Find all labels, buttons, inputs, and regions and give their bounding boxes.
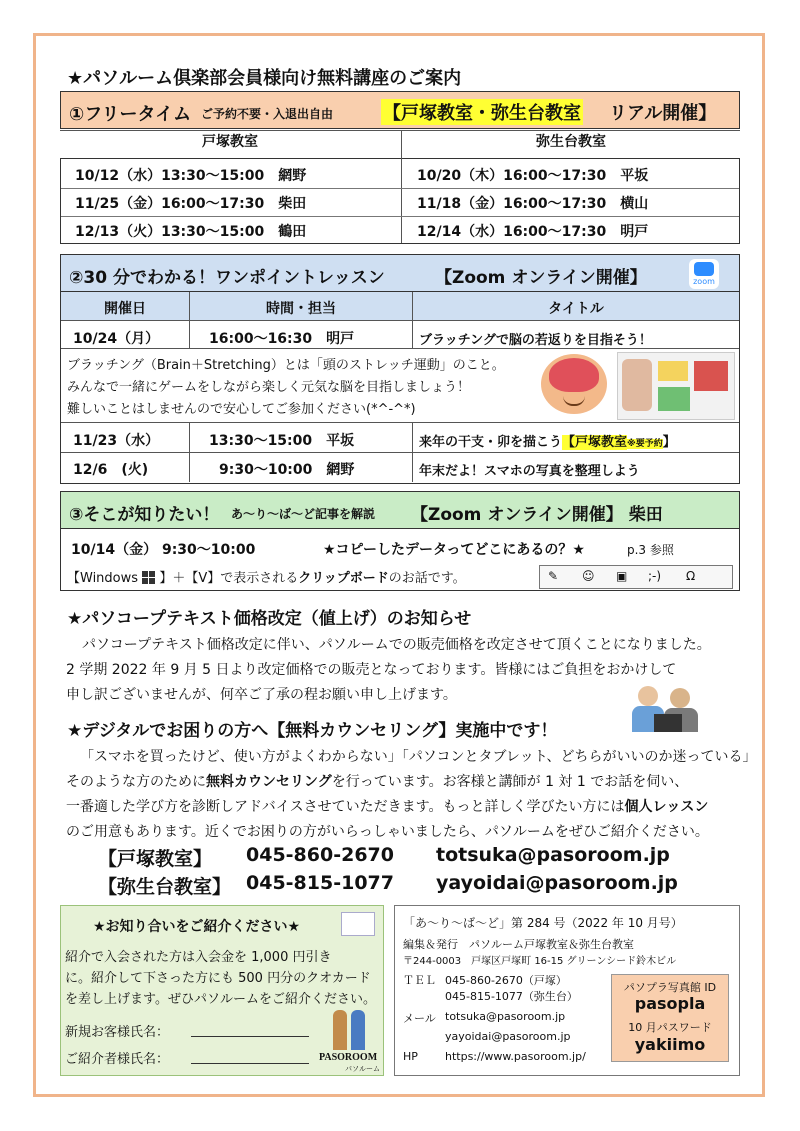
emoji-icon: ☺ [582, 569, 595, 583]
brain-icon [549, 358, 599, 392]
sec2-tag: 【Zoom オンライン開催】 [435, 268, 647, 288]
sec3-desc-d: のお話です。 [388, 571, 466, 586]
intro-l1: 紹介で入会された方は入会金を 1,000 円引き [65, 950, 332, 965]
sec2-colhead [61, 292, 739, 321]
counsel-p3b: 個人レッスン [624, 799, 709, 815]
sec1-row2-left: 11/25（金）16:00～17:30 柴田 [75, 196, 307, 212]
sec2-row1-title: ブラッチングで脳の若返りを目指そう！ [419, 333, 652, 348]
intro-title: ★お知り合いをご紹介ください★ [93, 919, 301, 935]
colophon-tel-label: ＴＥＬ [403, 974, 436, 987]
smile-shape [563, 396, 585, 406]
sec3-date: 10/14（金） 9:30～10:00 [71, 542, 256, 558]
sec2-header [60, 254, 740, 292]
sec3-desc-a: 【Windows [67, 571, 139, 586]
sec3-sub: あ～り～ば～ど記事を解説 [231, 507, 376, 521]
person2-head-icon [670, 688, 690, 708]
sec3-ref: p.3 参照 [627, 543, 674, 557]
contact-totsuka-name: 【戸塚教室】 [98, 848, 213, 870]
windows-icon [142, 571, 155, 584]
sec2-rule3 [61, 452, 739, 453]
sec2-rule1 [61, 348, 739, 349]
sec3-title: ③そこが知りたい！ [69, 505, 220, 525]
colophon-hp[interactable]: https://www.pasoroom.jp/ [445, 1050, 586, 1063]
intro-ref-label: ご紹介者様氏名： [65, 1052, 170, 1067]
sec2-row2-tag-small: ※要予約 [627, 439, 663, 449]
colophon-issue: 「あ～り～ば～ど」第 284 号（2022 年 10 月号） [403, 916, 683, 930]
intro-l2: に。紹介して下さった方にも 500 円分のクオカード [65, 971, 371, 986]
sec3-desc-b: 】＋【V】で表示される [159, 571, 299, 586]
counseling-illustration [630, 684, 704, 736]
sec2-row2-tag-end: 】 [662, 435, 676, 450]
sec1-divider [401, 131, 402, 243]
sec1-row3-left: 12/13（火）13:30～15:00 鶴田 [75, 224, 307, 240]
sec2-row2-title-wrap [419, 431, 676, 450]
sec2-row2-time: 13:30～15:00 平坂 [209, 433, 355, 449]
person-head-icon [638, 686, 658, 706]
sec2-row2-tag: 【戸塚教室 [562, 435, 628, 450]
sec1-row2-right: 11/18（金）16:00～17:30 横山 [417, 196, 649, 212]
counsel-p1: 「スマホを買ったけど、使い方がよくわからない」「パソコンとタブレット、どちらがいいのか迷っている」 [80, 749, 757, 765]
gif-icon: ▣ [616, 569, 628, 583]
sec1-col-totsuka: 戸塚教室 [202, 134, 258, 150]
sec3-body [60, 529, 740, 591]
sec2-row3-date: 12/6 (火) [73, 462, 149, 478]
card-icon [658, 387, 690, 411]
sec3-desc-c: クリップボード [298, 571, 389, 586]
main-title: ★パソルーム倶楽部会員様向け無料講座のご案内 [67, 68, 462, 89]
sec2-desc1: ブラッチング（Brain＋Stretching）とは「頭のストレッチ運動」のこと。 [67, 358, 505, 373]
shop-icon [694, 361, 728, 391]
contact-yayoi-name: 【弥生台教室】 [98, 876, 232, 898]
sec1-subhead-top [60, 130, 740, 131]
counsel-p2c: を行っています。お客様と講師が 1 対 1 でお話を伺い、 [331, 774, 689, 790]
mascot-person2-icon [351, 1010, 365, 1050]
quo-card-icon [341, 912, 375, 936]
price-title: ★パソコープテキスト価格改定（値上げ）のお知らせ [67, 609, 472, 629]
sec1-title: ①フリータイム [69, 104, 192, 125]
pw-label: 10 月パスワード [628, 1021, 712, 1034]
sec2-row1-vline2 [412, 320, 413, 348]
sec2-row3-time: 9:30～10:00 網野 [219, 462, 355, 478]
intro-new-label: 新規お客様氏名： [65, 1025, 170, 1040]
clipboard-history-icon: ✎ [548, 569, 559, 583]
counsel-p4: のご用意もあります。近くでお困りの方がいらっしゃいましたら、パソルームをぜひご紹介ください。 [66, 824, 709, 840]
sec1-row1-left: 10/12（水）13:30～15:00 網野 [75, 168, 307, 184]
sec1-note: ご予約不要・入退出自由 [201, 107, 334, 121]
intro-box [60, 905, 384, 1076]
zoom-label: zoom [693, 277, 715, 286]
pasoroom-logo-sub: パソルーム [345, 1065, 380, 1073]
sec1-col-yayoi: 弥生台教室 [536, 134, 606, 150]
colophon-mail1[interactable]: totsuka@pasoroom.jp [445, 1010, 566, 1023]
sec2-row2-date: 11/23（水） [73, 433, 160, 449]
sec3-topic: ★コピーしたデータってどこにあるの？★ [323, 542, 585, 558]
pasoroom-logo: PASOROOM [319, 1052, 378, 1063]
sec3-header [60, 491, 740, 529]
price-p1: パソコープテキスト価格改定に伴い、パソルームでの販売価格を改定させて頂くことになりました。 [82, 637, 711, 653]
sec2-row1-vline1 [189, 320, 190, 348]
sec2-desc3: 難しいことはしませんので安心してご参加ください(*^-^*) [67, 402, 416, 417]
ref-name-line[interactable] [191, 1063, 309, 1064]
price-p3: 申し訳ございませんが、何卒ご了承の程お願い申し上げます。 [66, 687, 457, 703]
laptop-icon [654, 714, 682, 732]
sec2-row1-date: 10/24（月） [73, 331, 160, 347]
sec3-desc [67, 567, 466, 586]
sec1-rule1 [61, 188, 739, 189]
contact-yayoi-tel[interactable]: 045-815-1077 [246, 872, 394, 894]
pw-value: yakiimo [634, 1035, 706, 1054]
mascot-person-icon [333, 1010, 347, 1050]
sec2-desc2: みんなで一緒にゲームをしながら楽しく元気な脳を目指しましょう！ [67, 380, 471, 395]
zoom-icon [689, 259, 719, 289]
pasopla-id: pasopla [634, 994, 706, 1013]
sec2-col-title: タイトル [548, 301, 604, 317]
sec2-col-date: 開催日 [104, 301, 146, 317]
person-icon [622, 359, 652, 411]
new-name-line[interactable] [191, 1036, 309, 1037]
sec1-rule2 [61, 216, 739, 217]
symbols-icon: Ω [686, 569, 696, 583]
sec2-row1-time: 16:00～16:30 明戸 [209, 331, 355, 347]
contact-totsuka-tel[interactable]: 045-860-2670 [246, 844, 394, 866]
counsel-p3 [66, 796, 708, 816]
contact-totsuka-mail[interactable]: totsuka@pasoroom.jp [436, 844, 670, 866]
zoom-camera-shape [694, 262, 714, 276]
game-illustration [617, 352, 735, 420]
colophon-mail-label: メール [403, 1012, 436, 1025]
colophon-box [394, 905, 740, 1076]
pasopla-box [611, 974, 729, 1062]
clipboard-toolbar [539, 565, 733, 589]
counsel-p3a: 一番適した学び方を診断しアドバイスさせていただきます。もっと詳しく学びたい方には [66, 799, 625, 815]
sec3-tag: 【Zoom オンライン開催】 柴田 [411, 505, 663, 525]
brain-face-illustration [541, 354, 607, 414]
colophon-tel1: 045-860-2670（戸塚） [445, 974, 567, 987]
sec1-tag: 【戸塚教室・弥生台教室 [381, 99, 583, 125]
counsel-p2b: 無料カウンセリング [206, 774, 332, 790]
sign-icon [658, 361, 688, 381]
counsel-p2a: そのような方のために [66, 774, 206, 790]
price-p2: 2 学期 2022 年 9 月 5 日より改定価格での販売となっております。皆様にはご負担をおかけして [66, 662, 677, 678]
counsel-title: ★デジタルでお困りの方へ【無料カウンセリング】実施中です！ [67, 721, 558, 741]
sec2-col-time: 時間・担当 [266, 301, 336, 317]
counsel-p2 [66, 771, 688, 791]
colophon-address: 〒244-0003 戸塚区戸塚町 16-15 グリーンシード鈴木ビル [403, 956, 677, 967]
colophon-publisher: 編集＆発行 パソルーム戸塚教室＆弥生台教室 [403, 938, 634, 951]
kaomoji-icon: ;-) [648, 569, 662, 583]
sec2-table [60, 292, 740, 484]
colophon-mail2[interactable]: yayoidai@pasoroom.jp [445, 1030, 571, 1043]
sec1-tag-end: リアル開催】 [609, 103, 717, 124]
colophon-hp-label: HP [403, 1050, 418, 1063]
sec1-header [60, 91, 740, 129]
contact-yayoi-mail[interactable]: yayoidai@pasoroom.jp [436, 872, 678, 894]
intro-l3: を差し上げます。ぜひパソルームをご紹介ください。 [65, 992, 376, 1007]
sec1-row3-right: 12/14（水）16:00～17:30 明戸 [417, 224, 649, 240]
pasopla-label: パソプラ写真館 ID [623, 981, 717, 994]
sec1-table [60, 158, 740, 244]
sec2-rule2 [61, 422, 739, 423]
sec2-row2-title: 来年の干支・卯を描こう [419, 435, 563, 450]
colophon-tel2: 045-815-1077（弥生台） [445, 990, 578, 1003]
sec2-title: ②30 分でわかる！ワンポイントレッスン [69, 268, 385, 288]
sec2-row3-title: 年末だよ！スマホの写真を整理しよう [419, 464, 640, 479]
sec1-row1-right: 10/20（木）16:00～17:30 平坂 [417, 168, 649, 184]
